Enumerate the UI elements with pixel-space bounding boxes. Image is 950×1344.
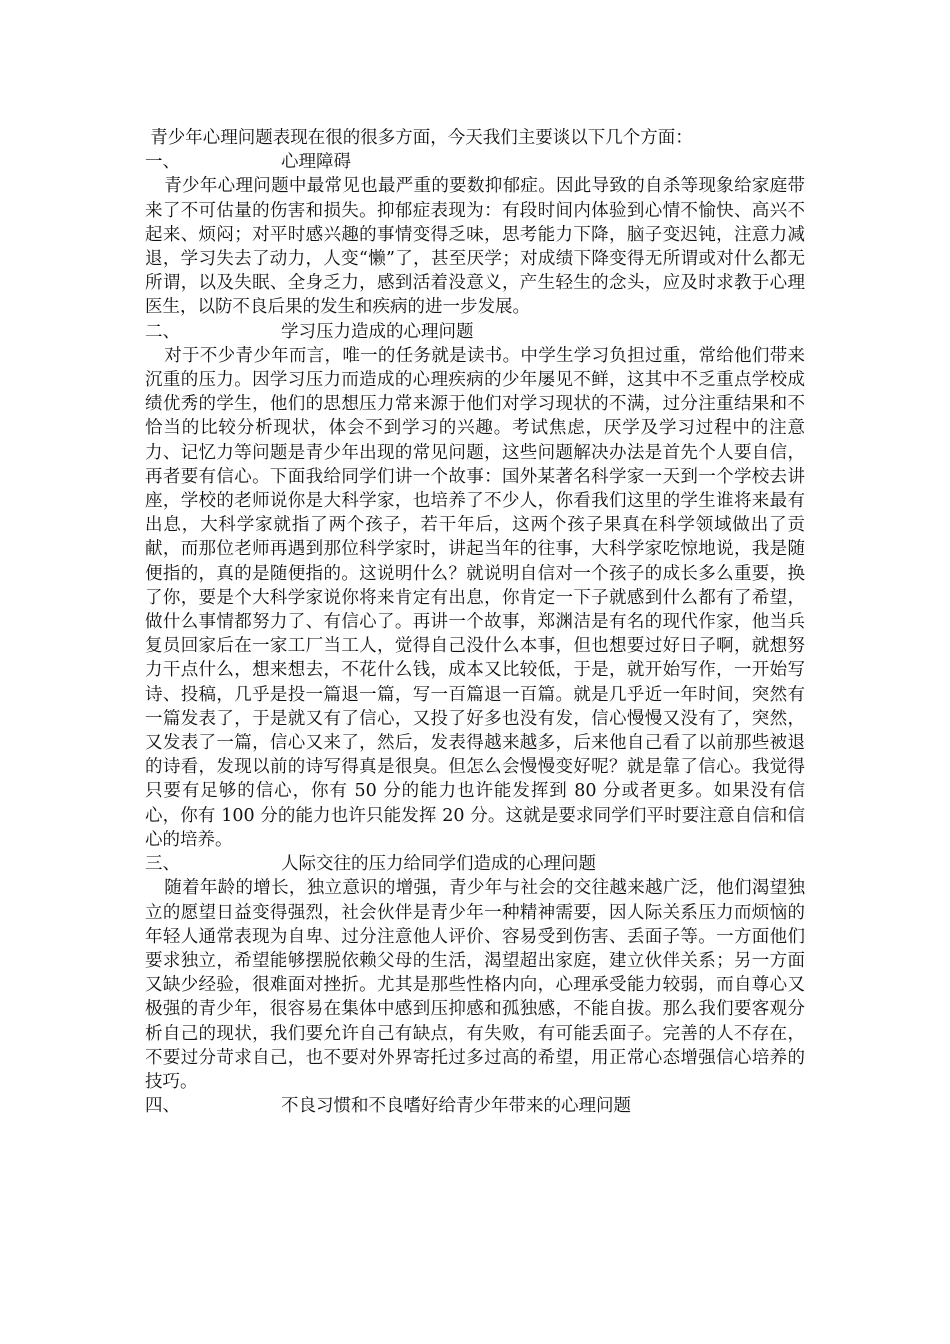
section-heading-3	[145, 852, 805, 876]
section-title: 不良习惯和不良嗜好给青少年带来的心理问题	[281, 1096, 631, 1117]
section-title: 心理障碍	[281, 152, 351, 173]
section-body-3: 随着年龄的增长，独立意识的增强，青少年与社会的交往越来越广泛，他们渴望独立的愿望日益变得强烈，社会伙伴是青少年一种精神需要，因人际关系压力而烦恼的年轻人通常表现为自卑、过分注意他人评价、容易受到伤害、丢面子等。一方面他们要求独立，希望能够摆脱依赖父母的生活，渴望超出家庭，建立伙伴关系；另一方面又缺少经验，很难面对挫折。尤其是那些性格内向，心理承受能力较弱，而自尊心又极强的青少年，很容易在集体中感到压抑感和孤独感，不能自拔。那么我们要客观分析自己的现状，我们要允许自己有缺点，有失败，有可能丢面子。完善的人不存在，不要过分苛求自己，也不要对外界寄托过多过高的希望，用正常心态增强信心培养的技巧。	[145, 878, 805, 1092]
section-number: 二、	[145, 321, 180, 342]
document-page	[145, 126, 805, 1118]
section-body-1: 青少年心理问题中最常见也最严重的要数抑郁症。因此导致的自杀等现象给家庭带来了不可估量的伤害和损失。抑郁症表现为：有段时间内体验到心情不愉快、高兴不起来、烦闷；对平时感兴趣的事情变得乏味，思考能力下降，脑子变迟钝，注意力减退，学习失去了动力，人变“懒”了，甚至厌学；对成绩下降变得无所谓或对什么都无所谓，以及失眠、全身乏力，感到活着没意义，产生轻生的念头，应及时求教于心理医生，以防不良后果的发生和疾病的进一步发展。	[145, 176, 805, 318]
section-number: 四、	[145, 1096, 180, 1117]
section-number: 一、	[145, 152, 180, 173]
section-title: 人际交往的压力给同学们造成的心理问题	[281, 854, 596, 875]
intro-paragraph: 青少年心理问题表现在很的很多方面，今天我们主要谈以下几个方面：	[150, 128, 693, 148]
section-heading-1	[145, 150, 805, 174]
section-body-2: 对于不少青少年而言，唯一的任务就是读书。中学生学习负担过重，常给他们带来沉重的压力。因学习压力而造成的心理疾病的少年屡见不鲜，这其中不乏重点学校成绩优秀的学生，他们的思想压力常来源于他们对学习现状的不满，过分注重结果和不恰当的比较分析现状，体会不到学习的兴趣。考试焦虑，厌学及学习过程中的注意力、记忆力等问题是青少年出现的常见问题，这些问题解决办法是首先个人要自信，再者要有信心。下面我给同学们讲一个故事：国外某著名科学家一天到一个学校去讲座，学校的老师说你是大科学家，也培养了不少人，你看我们这里的学生谁将来最有出息，大科学家就指了两个孩子，若干年后，这两个孩子果真在科学领域做出了贡献，而那位老师再遇到那位科学家时，讲起当年的往事，大科学家吃惊地说，我是随便指的，真的是随便指的。这说明什么？就说明自信对一个孩子的成长多么重要，换了你，要是个大科学家说你将来肯定有出息，你肯定一下子就感到什么都有了希望，做什么事情都努力了、有信心了。再讲一个故事，郑渊洁是有名的现代作家，他当兵复员回家后在一家工厂当工人，觉得自己没什么本事，但也想要过好日子啊，就想努力干点什么，想来想去，不花什么钱，成本又比较低，于是，就开始写作，一开始写诗、投稿，几乎是投一篇退一篇，写一百篇退一百篇。就是几乎近一年时间，突然有一篇发表了，于是就又有了信心，又投了好多也没有发，信心慢慢又没有了，突然，又发表了一篇，信心又来了，然后，发表得越来越多，后来他自己看了以前那些被退的诗看，发现以前的诗写得真是很臭。但怎么会慢慢变好呢？就是靠了信心。我觉得只要有足够的信心，你有 50 分的能力也许能发挥到 80 分或者更多。如果没有信心，你有 100 分的能力也许只能发挥 20 分。这就是要求同学们平时要注意自信和信心的培养。	[145, 345, 805, 850]
section-title: 学习压力造成的心理问题	[281, 321, 474, 342]
section-number: 三、	[145, 854, 180, 875]
section-heading-4	[145, 1094, 805, 1118]
section-heading-2	[145, 320, 805, 344]
